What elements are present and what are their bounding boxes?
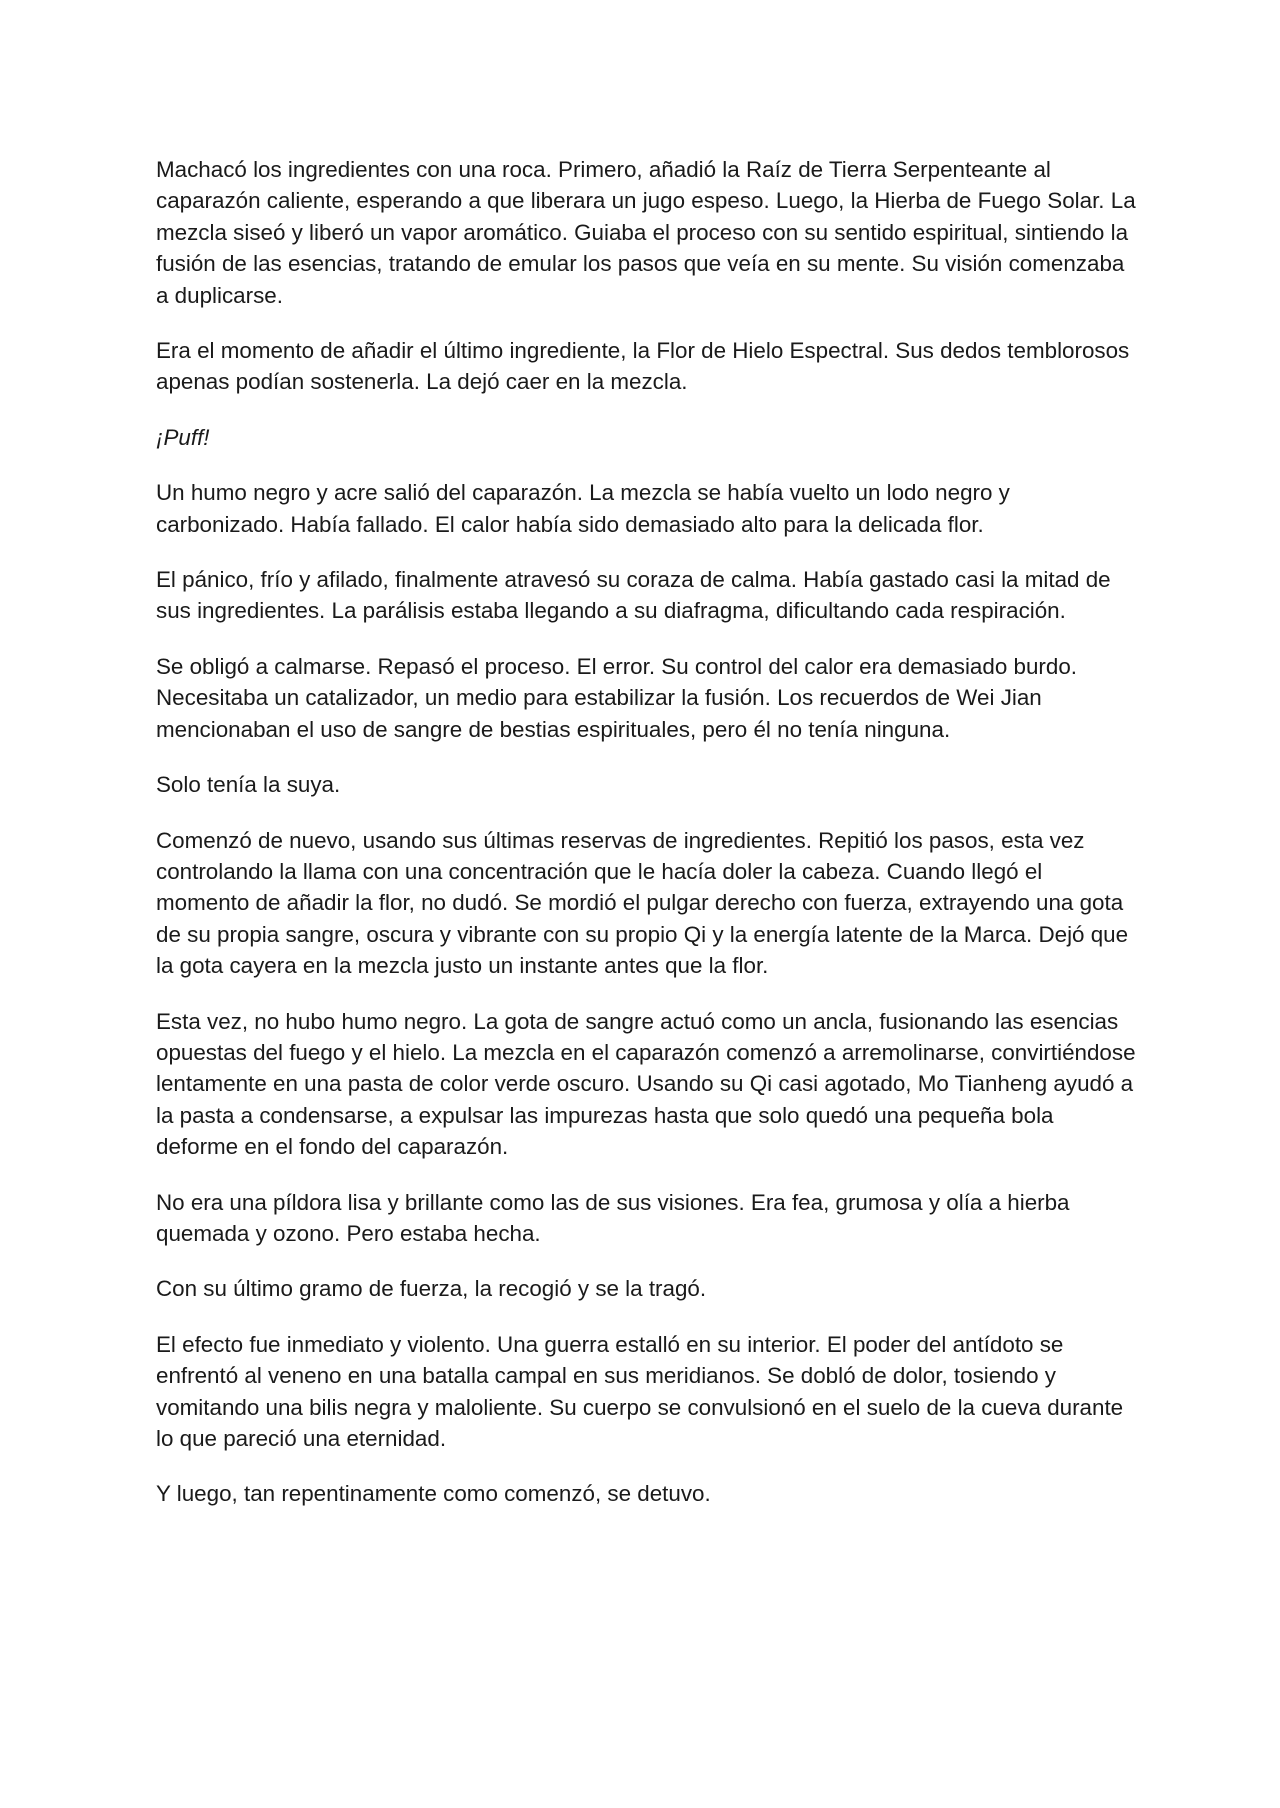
- paragraph: El pánico, frío y afilado, finalmente atravesó su coraza de calma. Había gastado casi la mitad de sus ingredientes. La parálisis estaba llegando a su diafragma, dificultando cada respiración.: [156, 567, 1111, 624]
- paragraph-italic: ¡Puff!: [156, 424, 210, 450]
- paragraph: El efecto fue inmediato y violento. Una guerra estalló en su interior. El poder del antídoto se enfrentó al veneno en una batalla campal en sus meridianos. Se dobló de dolor, tosiendo y vomitando una bilis negra y maloliente. Su cuerpo se convulsionó en el suelo de la cueva durante lo que pareció una eternidad.: [156, 1331, 1124, 1451]
- paragraph: Comenzó de nuevo, usando sus últimas reservas de ingredientes. Repitió los pasos, esta vez controlando la llama con una concentración que le hacía doler la cabeza. Cuando llegó el momento de añadir la flor, no dudó. Se mordió el pulgar derecho con fuerza, extrayendo una gota de su propia sangre, oscura y vibrante con su propio Qi y la energía latente de la Marca. Dejó que la gota cayera en la mezcla justo un instante antes que la flor.: [156, 827, 1129, 979]
- paragraph: Un humo negro y acre salió del caparazón. La mezcla se había vuelto un lodo negro y carbonizado. Había fallado. El calor había sido demasiado alto para la delicada flor.: [156, 480, 1010, 537]
- paragraph: Se obligó a calmarse. Repasó el proceso. El error. Su control del calor era demasiado burdo. Necesitaba un catalizador, un medio para estabilizar la fusión. Los recuerdos de Wei Jian mencionaban el uso de sangre de bestias espirituales, pero él no tenía ninguna.: [156, 653, 1078, 742]
- paragraph: Solo tenía la suya.: [156, 772, 341, 798]
- paragraph: Y luego, tan repentinamente como comenzó, se detuvo.: [156, 1481, 711, 1507]
- paragraph: Machacó los ingredientes con una roca. Primero, añadió la Raíz de Tierra Serpenteante al caparazón caliente, esperando a que liberara un jugo espeso. Luego, la Hierba de Fuego Solar. La mezcla siseó y liberó un vapor aromático. Guiaba el proceso con su sentido espiritual, sintiendo la fusión de las esencias, tratando de emular los pasos que veía en su mente. Su visión comenzaba a duplicarse.: [156, 157, 1136, 308]
- paragraph: No era una píldora lisa y brillante como las de sus visiones. Era fea, grumosa y olía a hierba quemada y ozono. Pero estaba hecha.: [156, 1189, 1070, 1246]
- paragraph: Con su último gramo de fuerza, la recogió y se la tragó.: [156, 1276, 707, 1302]
- paragraph: Esta vez, no hubo humo negro. La gota de sangre actuó como un ancla, fusionando las esencias opuestas del fuego y el hielo. La mezcla en el caparazón comenzó a arremolinarse, convirtiéndose lentamente en una pasta de color verde oscuro. Usando su Qi casi agotado, Mo Tianheng ayudó a la pasta a condensarse, a expulsar las impurezas hasta que solo quedó una pequeña bola deforme en el fondo del caparazón.: [156, 1008, 1136, 1160]
- document-body: [156, 154, 1136, 1534]
- paragraph: Era el momento de añadir el último ingrediente, la Flor de Hielo Espectral. Sus dedos temblorosos apenas podían sostenerla. La dejó caer en la mezcla.: [156, 338, 1130, 395]
